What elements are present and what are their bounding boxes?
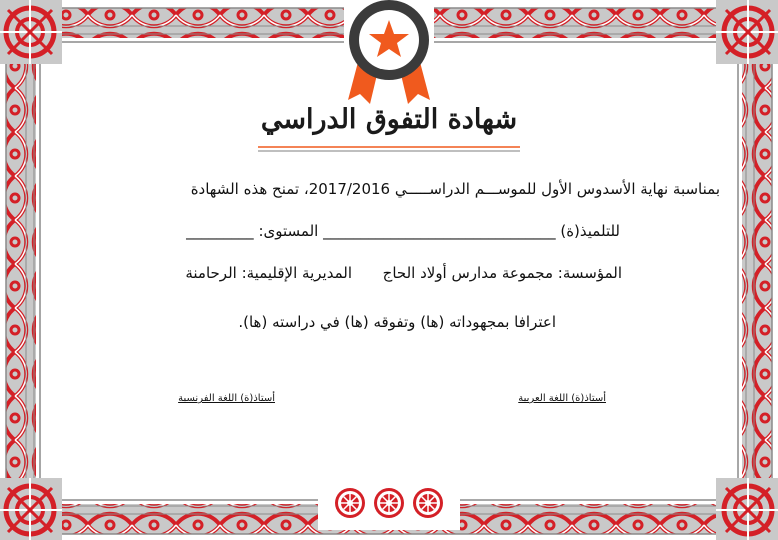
border-left	[6, 8, 36, 534]
signature-french-teacher: أستاذ(ة) اللغة الفرنسية	[178, 393, 275, 404]
wheel-medallion-icon	[335, 488, 365, 518]
celtic-knot-icon	[716, 478, 778, 540]
certificate-title: شهادة التفوق الدراسي	[260, 104, 518, 135]
institution-text: المؤسسة: مجموعة مدارس أولاد الحاج	[382, 264, 622, 282]
occasion-text: بمناسبة نهاية الأسدوس الأول للموســـم الدراســـــي 2017/2016، تمنح هذه الشهادة	[190, 180, 720, 198]
directorate-text: المديرية الإقليمية: الرحامنة	[185, 264, 352, 282]
border-right	[742, 8, 772, 534]
wheel-medallion-icon	[374, 488, 404, 518]
celtic-knot-icon	[716, 0, 778, 64]
signature-arabic-teacher: أستاذ(ة) اللغة العربية	[518, 393, 606, 404]
wheel-medallion-icon	[413, 488, 443, 518]
recognition-text: اعترافا بمجهوداته (ها) وتفوقه (ها) في دراسته (ها).	[238, 313, 556, 331]
celtic-knot-icon	[0, 0, 62, 64]
star-rosette-icon	[344, 0, 434, 108]
student-level-line: للتلميذ(ة) _______________________________ المستوى: _________	[186, 222, 620, 240]
celtic-knot-icon	[0, 478, 62, 540]
